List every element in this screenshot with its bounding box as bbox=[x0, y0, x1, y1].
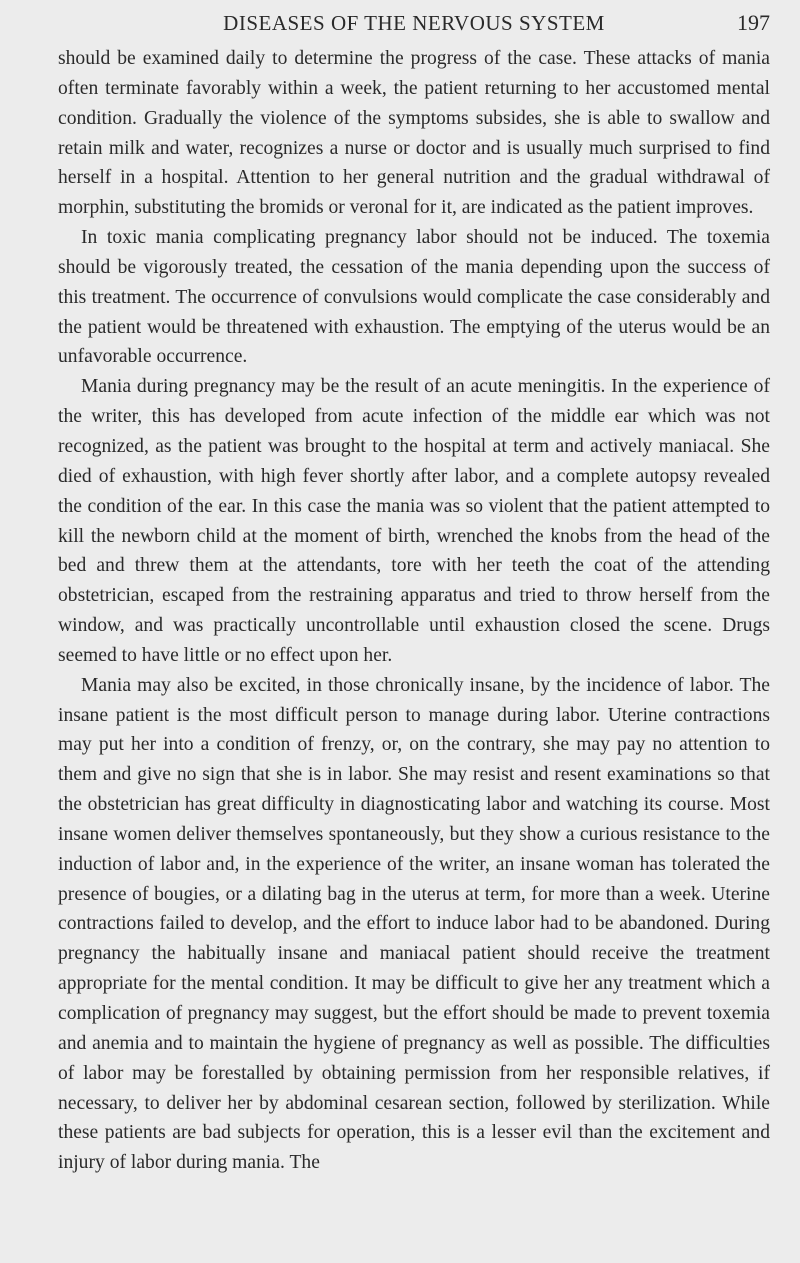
paragraph-continued: should be examined daily to determine the progress of the case. These attacks of mania often terminate favorably within a week, the patient returning to her accustomed mental condition. Gradually the violence of the symptoms subsides, she is able to swallow and retain milk and water, recognizes a nurse or doctor and is usually much surprised to find herself in a hospital. Attention to her general nutrition and the gradual withdrawal of morphin, substituting the bromids or veronal for it, are indicated as the patient improves. bbox=[58, 48, 770, 219]
body-text bbox=[58, 44, 770, 1178]
paragraph-toxic-mania: In toxic mania complicating pregnancy labor should not be induced. The toxemia should be vigorously treated, the cessation of the mania depending upon the success of this treatment. The occurrence of convulsions would complicate the case considerably and the patient would be threatened with exhaustion. The emptying of the uterus would be an unfavorable occurrence. bbox=[58, 227, 770, 368]
page-number: 197 bbox=[737, 10, 770, 35]
running-head bbox=[58, 8, 770, 38]
paragraph-meningitis: Mania during pregnancy may be the result of an acute meningitis. In the experience of the writer, this has developed from acute infection of the middle ear which was not recognized, as the patient was brought to the hospital at term and actively maniacal. She died of exhaustion, with high fever shortly after labor, and a complete autopsy revealed the condition of the ear. In this case the mania was so violent that the patient attempted to kill the newborn child at the moment of birth, wrenched the knobs from the head of the bed and threw them at the attendants, tore with her teeth the coat of the attending obstetrician, escaped from the restraining apparatus and tried to throw herself from the window, and was practically uncontrollable until exhaustion closed the scene. Drugs seemed to have little or no effect upon her. bbox=[58, 376, 770, 666]
paragraph-chronically-insane: Mania may also be excited, in those chronically insane, by the incidence of labor. The insane patient is the most difficult person to manage during labor. Uterine contractions may put her into a condition of frenzy, or, on the contrary, she may pay no attention to them and give no sign that she is in labor. She may resist and resent examinations so that the obstetrician has great difficulty in diagnosticating labor and watching its course. Most insane women deliver themselves spontaneously, but they show a curious resistance to the induction of labor and, in the experience of the writer, an insane woman has tolerated the presence of bougies, or a dilating bag in the uterus at term, for more than a week. Uterine contractions failed to develop, and the effort to induce labor had to be abandoned. During pregnancy the habitually insane and maniacal patient should receive the treatment appropriate for the mental condition. It may be difficult to give her any treatment which a complication of pregnancy may suggest, but the effort should be made to prevent toxemia and anemia and to maintain the hygiene of pregnancy as well as possible. The difficulties of labor may be forestalled by obtaining permission from her responsible relatives, if necessary, to deliver her by abdominal cesarean section, followed by sterilization. While these patients are bad subjects for operation, this is a lesser evil than the excitement and injury of labor during mania. The bbox=[58, 674, 770, 1174]
running-title: DISEASES OF THE NERVOUS SYSTEM bbox=[223, 11, 605, 35]
